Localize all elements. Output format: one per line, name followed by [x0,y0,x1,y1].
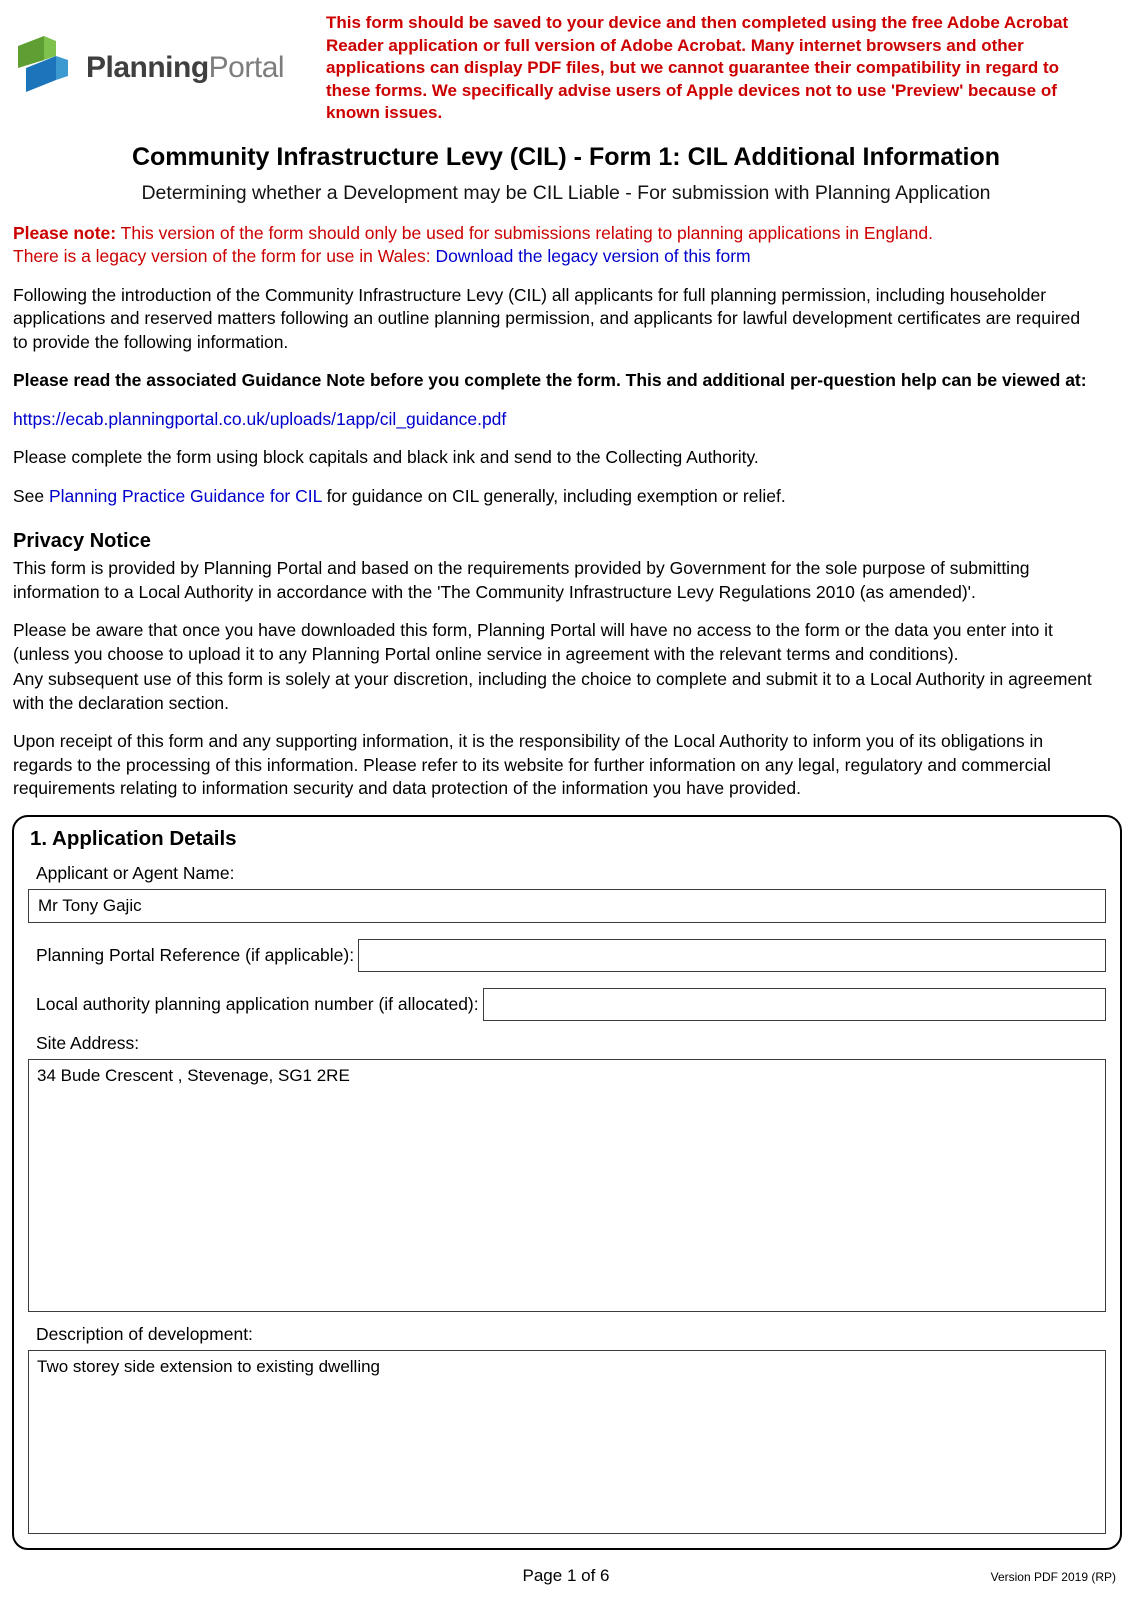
application-details-section [12,815,1122,1551]
site-address-label: Site Address: [36,1032,140,1053]
logo-text-portal: Portal [208,50,285,84]
lpa-application-number-label: Local authority planning application number (if allocated): [36,993,479,1014]
planning-portal-logo [14,12,314,101]
privacy-paragraph-1: This form is provided by Planning Portal and based on the requirements provided by Government for the sole purpose of submitting information to a Local Authority in accordance with the 'The Community Infrastructure Levy Regulations 2010 (as amended)'. [13,558,1030,602]
planning-portal-reference-row [28,939,1106,972]
legacy-form-link[interactable]: Download the legacy version of this form [435,246,751,266]
please-note-label: Please note: [13,222,117,243]
site-address-field[interactable]: 34 Bude Crescent , Stevenage, SG1 2RE [28,1059,1106,1312]
block-capitals-instruction: Please complete the form using block capitals and black ink and send to the Collecting Authority. [13,447,759,467]
lpa-application-number-field[interactable] [483,988,1106,1021]
form-title: Community Infrastructure Levy (CIL) - Form 1: CIL Additional Information [131,142,1001,171]
planning-portal-reference-label: Planning Portal Reference (if applicable): [36,944,355,965]
page-number: Page 1 of 6 [522,1566,610,1585]
logo-text-planning: Planning [86,50,209,84]
page-header [0,0,1132,125]
england-only-note [13,222,1087,269]
guidance-pdf-link[interactable]: https://ecab.planningportal.co.uk/uploads/1app/cil_guidance.pdf [13,408,507,429]
see-prefix: See [13,485,49,506]
privacy-paragraph-3: Any subsequent use of this form is solely at your discretion, including the choice to complete and submit it to a Local Authority in agreement with the declaration section. [13,669,1092,713]
applicant-name-label: Applicant or Agent Name: [36,862,235,883]
description-of-development-field[interactable]: Two storey side extension to existing dwelling [28,1350,1106,1535]
lpa-application-number-row [28,988,1106,1021]
practice-guidance-link[interactable]: Planning Practice Guidance for CIL [49,485,322,506]
intro-paragraph: Following the introduction of the Community Infrastructure Levy (CIL) all applicants for full planning permission, including householder applications and reserved matters following an outline planning permission, and applicants for lawful development certificates are required to provide the following information. [13,284,1081,352]
privacy-paragraph-4: Upon receipt of this form and any supporting information, it is the responsibility of the Local Authority to inform you of its obligations in regards to the processing of this information. Please refer to its website for further information on any legal, regulatory and commercial requirements relating to information security and data protection of the information you have provided. [13,731,1051,798]
planning-portal-reference-field[interactable] [358,939,1106,972]
planning-portal-logo-icon [14,34,72,101]
form-version: Version PDF 2019 (RP) [990,1570,1116,1584]
please-note-text: This version of the form should only be used for submissions relating to planning applications in England. [116,222,933,243]
planning-portal-logo-text [86,51,284,85]
guidance-note-paragraph: Please read the associated Guidance Note before you complete the form. This and additional per-question help can be viewed at: [13,370,1087,390]
section-1-heading: 1. Application Details [30,826,237,850]
description-of-development-label: Description of development: [36,1323,253,1344]
adobe-acrobat-warning: This form should be saved to your device and then completed using the free Adobe Acrobat Reader application or full version of Adobe Acrobat. Many internet browsers and other applications can display PDF files, but we cannot guarantee their compatibility in regard to these forms. We specifically advise users of Apple devices not to use 'Preview' because of known issues. [326,13,1069,122]
page-footer [0,1558,1132,1600]
form-subtitle: Determining whether a Development may be CIL Liable - For submission with Planning Application [141,181,991,204]
wales-legacy-text: There is a legacy version of the form for use in Wales: [13,246,431,266]
privacy-notice-heading: Privacy Notice [13,530,151,552]
see-suffix: for guidance on CIL generally, including exemption or relief. [321,485,786,506]
see-guidance-line [13,485,1092,509]
privacy-paragraph-2: Please be aware that once you have downloaded this form, Planning Portal will have no access to the form or the data you enter into it (unless you choose to upload it to any Planning Portal online service in agreement with the relevant terms and conditions). [13,620,1053,664]
applicant-name-field[interactable]: Mr Tony Gajic [28,889,1106,923]
